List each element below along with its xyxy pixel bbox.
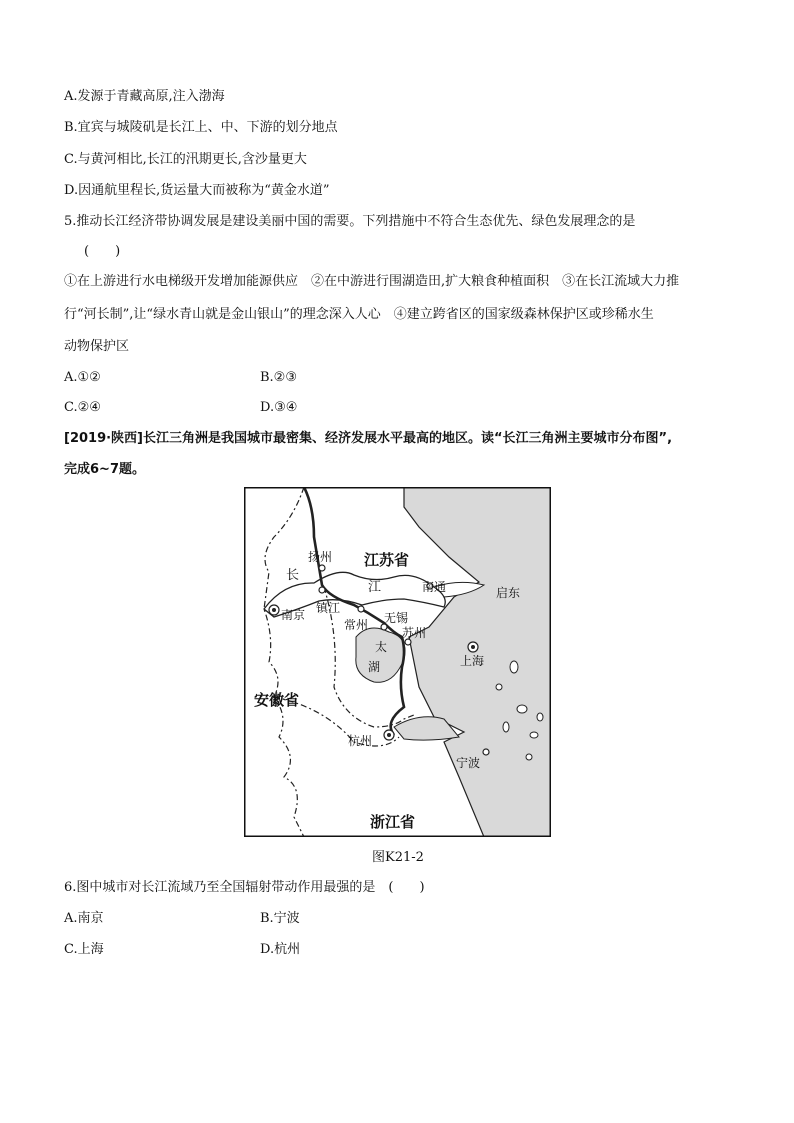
- city-label-zhenjiang: 镇江: [316, 601, 341, 615]
- map-caption: 图K21-2: [372, 850, 424, 865]
- yangtze-delta-map: [244, 487, 551, 837]
- city-label-yangzhou: 扬州: [308, 550, 333, 564]
- city-nantong: [422, 579, 446, 594]
- city-label-nanjing: 南京: [281, 608, 306, 622]
- city-changzhou: [344, 606, 368, 632]
- river-label-chang: 长: [286, 568, 300, 583]
- q6-option-b: B.宁波: [260, 911, 300, 926]
- city-yangzhou: [308, 549, 332, 571]
- lake-label-tai: 太: [375, 640, 388, 654]
- city-nanjing: [269, 605, 305, 622]
- island: [537, 713, 543, 721]
- q4-option-b: B.宜宾与城陵矶是长江上、中、下游的划分地点: [64, 120, 338, 135]
- q4-option-a: A.发源于青藏高原,注入渤海: [64, 89, 225, 104]
- q6-option-a: A.南京: [64, 911, 104, 926]
- city-label-nantong: 南通: [422, 580, 447, 594]
- q5-items-line1: ①在上游进行水电梯级开发增加能源供应 ②在中游进行围湖造田,扩大粮食种植面积 ③在长江流域大力推: [64, 274, 680, 289]
- q5-option-d: D.③④: [260, 400, 298, 415]
- island: [517, 705, 527, 713]
- q5-blank: ( ): [84, 244, 121, 259]
- island: [510, 661, 518, 673]
- q6-stem: 6.图中城市对长江流域乃至全国辐射带动作用最强的是 ( ): [64, 880, 425, 895]
- q4-option-c: C.与黄河相比,长江的汛期更长,含沙量更大: [64, 152, 307, 167]
- island: [496, 684, 502, 690]
- q6-option-d: D.杭州: [260, 942, 301, 957]
- intro-line1: [2019·陕西]长江三角洲是我国城市最密集、经济发展水平最高的地区。读“长江三角洲主要城市分布图”,: [64, 431, 673, 446]
- city-label-shanghai: 上海: [460, 654, 485, 668]
- q5-option-c: C.②④: [64, 400, 101, 415]
- q5-stem: 5.推动长江经济带协调发展是建设美丽中国的需要。下列措施中不符合生态优先、绿色发展理念的是: [64, 214, 636, 229]
- tai-lake: [356, 628, 405, 682]
- q5-option-b: B.②③: [260, 370, 297, 385]
- island: [526, 754, 532, 760]
- province-label-jiangsu: 江苏省: [364, 551, 410, 569]
- province-label-anhui: 安徽省: [254, 691, 300, 709]
- q5-items-line3: 动物保护区: [64, 339, 130, 354]
- city-label-ningbo: 宁波: [456, 756, 481, 770]
- q6-option-c: C.上海: [64, 942, 104, 957]
- city-label-suzhou: 苏州: [402, 626, 427, 640]
- river-label-jiang: 江: [368, 580, 382, 595]
- province-label-zhejiang: 浙江省: [370, 813, 416, 831]
- city-label-wuxi: 无锡: [384, 611, 409, 625]
- q5-option-a: A.①②: [64, 370, 101, 385]
- q4-option-d: D.因通航里程长,货运量大而被称为“黄金水道”: [64, 183, 330, 198]
- island: [530, 732, 538, 738]
- intro-line2: 完成6~7题。: [64, 462, 145, 477]
- q5-items-line2: 行“河长制”,让“绿水青山就是金山银山”的理念深入人心 ④建立跨省区的国家级森林保护区或珍稀水生: [64, 307, 654, 322]
- city-label-hangzhou: 杭州: [348, 734, 373, 748]
- city-label-qidong: 启东: [496, 586, 521, 600]
- city-hangzhou: [348, 730, 394, 748]
- island: [503, 722, 509, 732]
- province-border: [264, 487, 304, 837]
- city-label-changzhou: 常州: [344, 618, 369, 632]
- lake-label-hu: 湖: [368, 660, 381, 674]
